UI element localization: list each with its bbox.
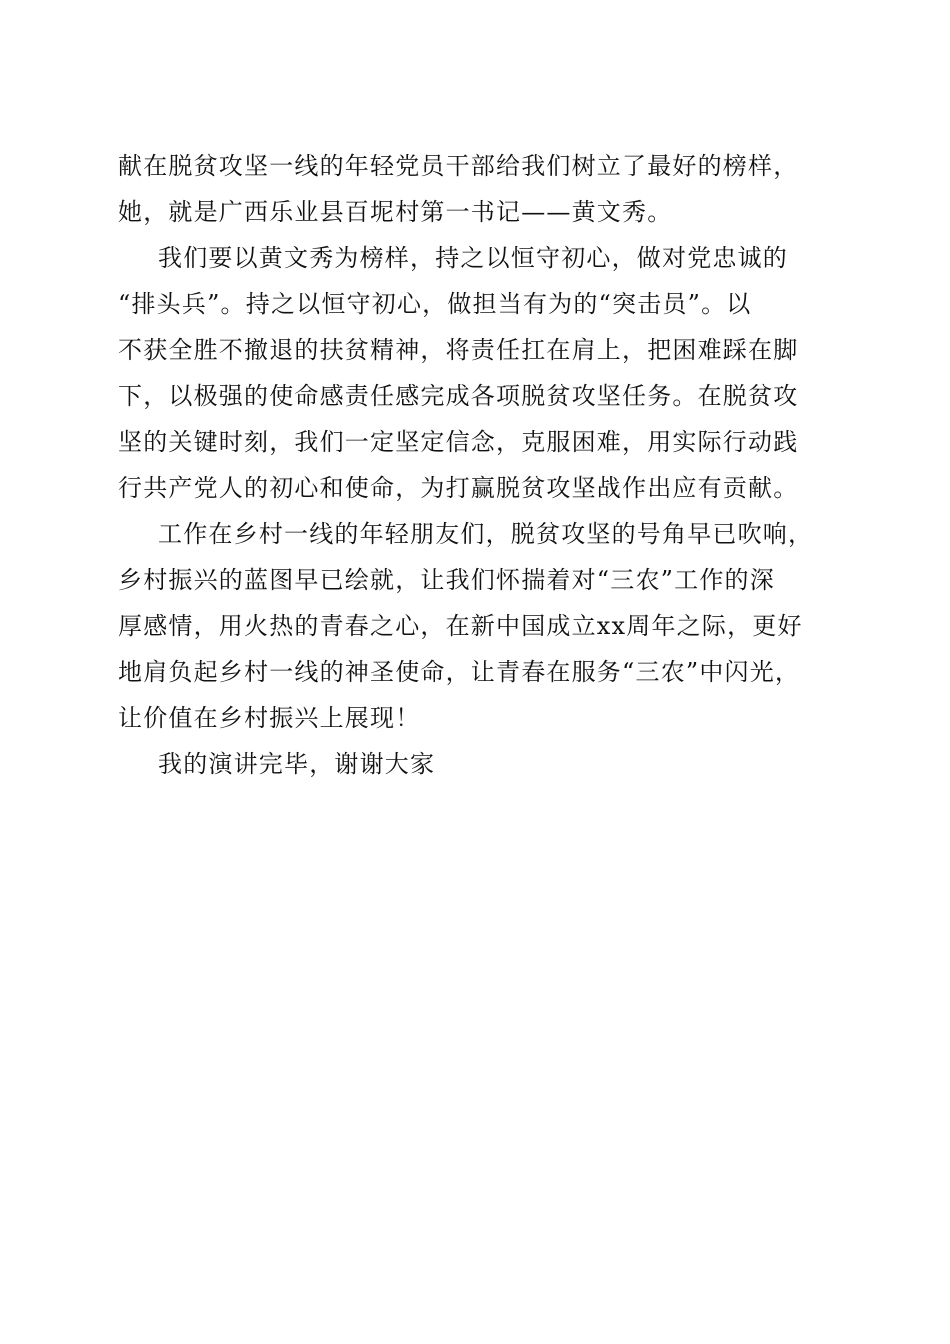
text-line: 行共产党人的初心和使命，为打赢脱贫攻坚战作出应有贡献。 bbox=[118, 474, 799, 502]
text-line: 我们要以黄文秀为榜样，持之以恒守初心，做对党忠诚的 bbox=[158, 244, 788, 272]
text-line: 下，以极强的使命感责任感完成各项脱贫攻坚任务。在脱贫攻 bbox=[118, 382, 799, 410]
text-line: 献在脱贫攻坚一线的年轻党员干部给我们树立了最好的榜样， bbox=[118, 152, 799, 180]
text-line: 让价值在乡村振兴上展现！ bbox=[118, 704, 421, 732]
text-line: 不获全胜不撤退的扶贫精神，将责任扛在肩上，把困难踩在脚 bbox=[118, 336, 799, 364]
text-line: 工作在乡村一线的年轻朋友们，脱贫攻坚的号角早已吹响， bbox=[158, 520, 814, 548]
paragraph bbox=[118, 511, 838, 741]
text-line: 她，就是广西乐业县百坭村第一书记——黄文秀。 bbox=[118, 198, 673, 226]
text-line: 地肩负起乡村一线的神圣使命，让青春在服务“三农”中闪光， bbox=[118, 658, 801, 686]
text-line: “排头兵”。持之以恒守初心，做担当有为的“突击员”。以 bbox=[118, 290, 752, 318]
text-line: 乡村振兴的蓝图早已绘就，让我们怀揣着对“三农”工作的深 bbox=[118, 566, 775, 594]
text-line: 坚的关键时刻，我们一定坚定信念，克服困难，用实际行动践 bbox=[118, 428, 799, 456]
paragraph bbox=[118, 143, 838, 235]
paragraph bbox=[118, 741, 838, 787]
text-line: 厚感情，用火热的青春之心，在新中国成立xx周年之际，更好 bbox=[118, 612, 803, 640]
paragraph bbox=[118, 235, 838, 511]
text-line: 我的演讲完毕，谢谢大家 bbox=[158, 750, 436, 778]
body-text bbox=[118, 143, 838, 787]
